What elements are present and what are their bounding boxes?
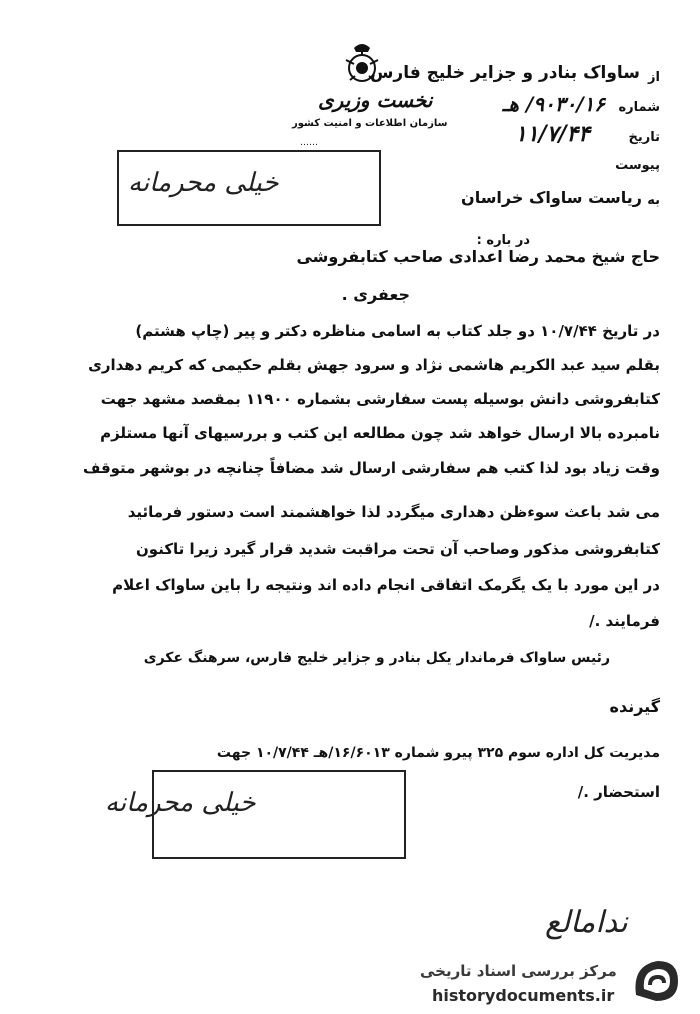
body-line-3: کتابفروشی دانش بوسیله پست سفارشی بشماره ۱۱۹۰۰ بمقصد مشهد جهت bbox=[100, 390, 660, 408]
body-line-8: در این مورد با یک یگرمک اتفاقی انجام داده اند ونتیجه را باین ساواک اعلام bbox=[112, 576, 660, 594]
to-label: به bbox=[647, 193, 660, 208]
body-line-5: وقت زیاد بود لذا کتب هم سفارشی ارسال شد مضافاً چنانچه در بوشهر متوقف bbox=[82, 459, 660, 477]
org-subtitle: سازمان اطلاعات و امنیت کشور bbox=[292, 118, 448, 129]
attachment-label: پیوست bbox=[615, 158, 660, 173]
classification-stamp-top-text: خیلی محرمانه bbox=[128, 168, 279, 198]
watermark-url: historydocuments.ir bbox=[432, 986, 615, 1005]
to-value: ریاست ساواک خراسان bbox=[461, 188, 642, 207]
classification-stamp-bottom-text: خیلی محرمانه bbox=[105, 788, 256, 818]
body-line-2: بقلم سید عبد الکریم هاشمی نژاد و سرود جهش بقلم حکیمی که کریم دهداری bbox=[88, 356, 660, 374]
org-title: نخست وزیری bbox=[318, 88, 433, 112]
subject-line-2: جعفری . bbox=[341, 285, 410, 304]
body-line-1: در تاریخ ۱۰/۷/۴۴ دو جلد کتاب به اسامی مناظره دکتر و پیر (چاپ هشتم) bbox=[135, 322, 660, 340]
subject-label: در باره : bbox=[476, 233, 530, 248]
watermark-org-name: مرکز بررسی اسناد تاریخی bbox=[420, 962, 617, 980]
body-line-4: نامبرده بالا ارسال خواهد شد چون مطالعه این کتب و بررسیهای آنها مستلزم bbox=[100, 424, 660, 442]
date-value: ۱۱/۷/۴۴ bbox=[514, 121, 590, 147]
handwritten-initials: ندامالع bbox=[545, 905, 628, 940]
from-value: ساواک بنادر و جزایر خلیج فارس bbox=[369, 63, 640, 83]
body-line-6: می شد باعث سوءظن دهداری میگردد لذا خواهشمند است دستور فرمائید bbox=[127, 503, 660, 521]
signature-line: رئیس ساواک فرماندار یکل بنادر و جزایر خلیج فارس، سرهنگ عکری bbox=[143, 650, 610, 666]
number-value: ۹۰۳۰/۱۶/ هـ bbox=[502, 92, 605, 116]
recipient-line-2: استحضار ./ bbox=[577, 783, 660, 801]
date-label: تاریخ bbox=[628, 130, 660, 145]
subject-line-1: حاج شیخ محمد رضا اعدادی صاحب کتابفروشی bbox=[296, 247, 660, 266]
watermark-logo-icon bbox=[628, 955, 682, 1005]
org-code-mark: …… bbox=[300, 138, 318, 148]
from-label: از bbox=[648, 70, 660, 85]
recipient-heading: گیرنده bbox=[609, 697, 660, 716]
body-line-7: کتابفروشی مذکور وصاحب آن تحت مراقبت شدید قرار گیرد زیرا تاکنون bbox=[136, 540, 660, 558]
recipient-line-1: مدیریت کل اداره سوم ۳۲۵ پیرو شماره ۱۶/۶۰۱۳/هـ ۱۰/۷/۴۴ جهت bbox=[216, 745, 660, 761]
body-line-9: فرمایند ./ bbox=[589, 612, 660, 630]
number-label: شماره bbox=[618, 100, 660, 115]
